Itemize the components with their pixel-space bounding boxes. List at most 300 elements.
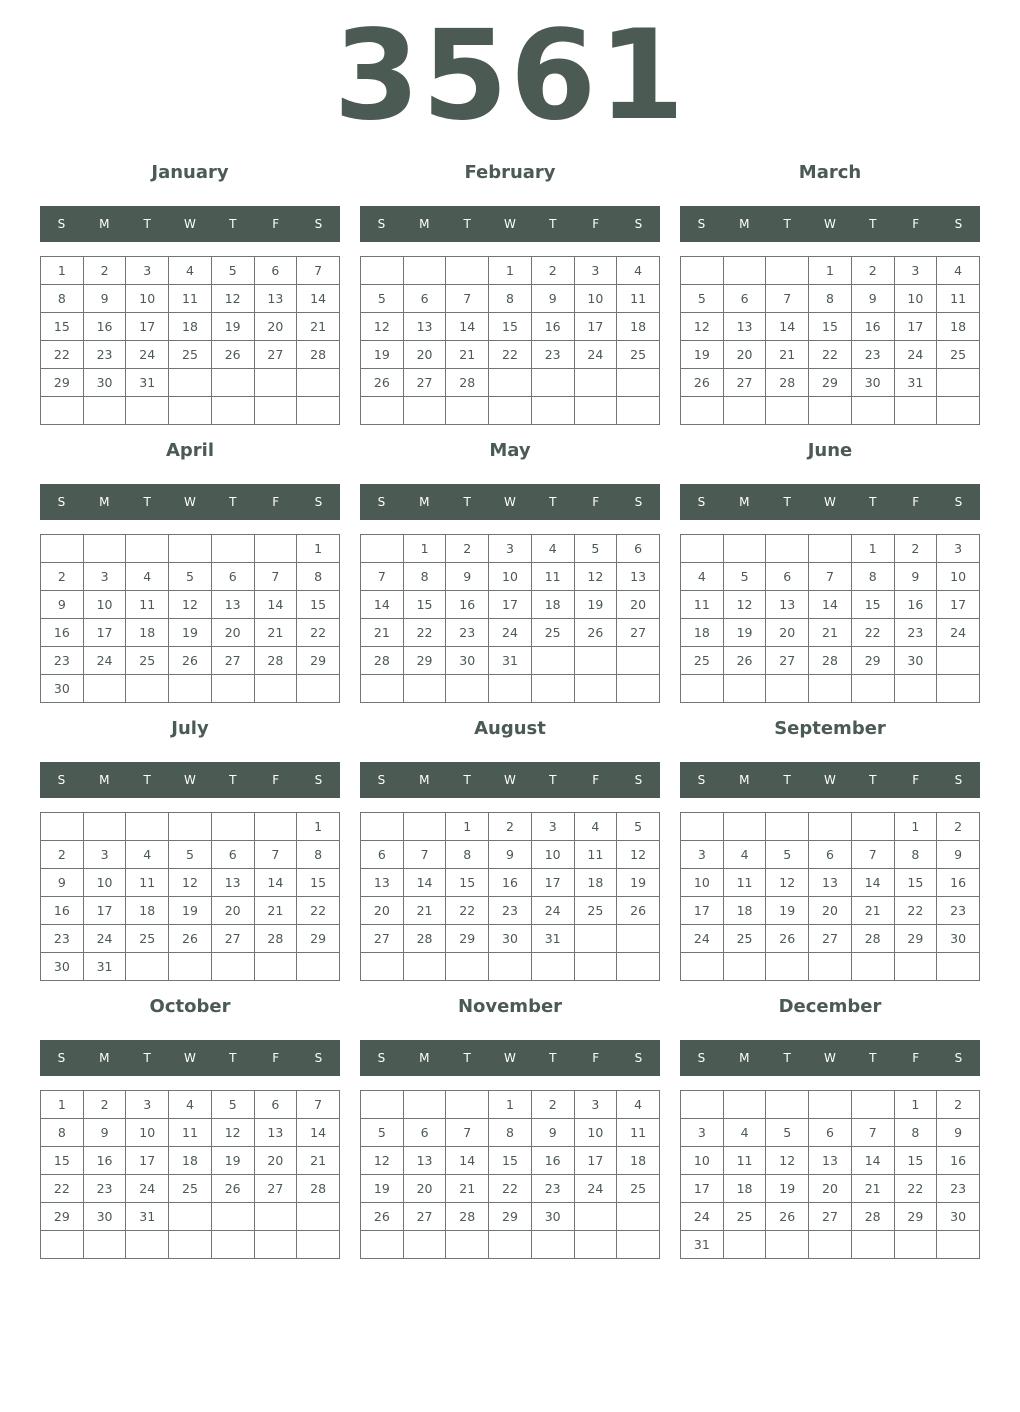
day-cell: 28 <box>361 647 404 675</box>
weekday-label: T <box>549 495 557 509</box>
day-cell: 18 <box>723 1175 766 1203</box>
empty-day-cell <box>446 953 489 981</box>
day-cell: 2 <box>41 841 84 869</box>
weekday-label: S <box>314 773 323 787</box>
day-cell: 15 <box>41 1147 84 1175</box>
day-cell: 15 <box>894 869 937 897</box>
day-cell: 3 <box>574 1091 617 1119</box>
week-row <box>41 647 340 675</box>
day-cell: 18 <box>723 897 766 925</box>
weekday-label: S <box>377 217 386 231</box>
week-row <box>681 675 980 703</box>
day-cell: 6 <box>254 1091 297 1119</box>
week-row <box>41 257 340 285</box>
day-cell: 26 <box>361 1203 404 1231</box>
day-grid <box>360 1090 660 1259</box>
day-cell: 13 <box>723 313 766 341</box>
week-row <box>361 897 660 925</box>
weekday-label: T <box>549 217 557 231</box>
day-cell: 9 <box>489 841 532 869</box>
day-cell: 8 <box>489 285 532 313</box>
day-cell: 18 <box>681 619 724 647</box>
week-row <box>41 925 340 953</box>
day-cell: 9 <box>851 285 894 313</box>
weekday-header <box>680 1040 980 1076</box>
week-row <box>681 1231 980 1259</box>
empty-day-cell <box>531 953 574 981</box>
day-cell: 2 <box>937 813 980 841</box>
weekday-label: W <box>504 495 516 509</box>
empty-day-cell <box>851 397 894 425</box>
day-cell: 21 <box>766 341 809 369</box>
week-row <box>361 341 660 369</box>
day-cell: 6 <box>361 841 404 869</box>
week-row <box>41 313 340 341</box>
weekday-header <box>680 762 980 798</box>
empty-day-cell <box>254 535 297 563</box>
week-row <box>361 675 660 703</box>
day-cell: 28 <box>254 925 297 953</box>
day-cell: 26 <box>169 647 212 675</box>
empty-day-cell <box>489 675 532 703</box>
week-row <box>361 1175 660 1203</box>
day-cell: 15 <box>851 591 894 619</box>
week-row <box>41 1147 340 1175</box>
empty-day-cell <box>446 397 489 425</box>
empty-day-cell <box>169 1231 212 1259</box>
day-cell: 5 <box>361 285 404 313</box>
empty-day-cell <box>766 535 809 563</box>
day-cell: 16 <box>489 869 532 897</box>
week-row <box>361 1091 660 1119</box>
month-title: May <box>489 440 531 461</box>
empty-day-cell <box>403 1091 446 1119</box>
day-cell: 26 <box>766 1203 809 1231</box>
day-cell: 24 <box>574 1175 617 1203</box>
empty-day-cell <box>489 1231 532 1259</box>
day-cell: 6 <box>617 535 660 563</box>
month-title: August <box>474 718 546 739</box>
week-row <box>41 535 340 563</box>
empty-day-cell <box>937 647 980 675</box>
day-cell: 20 <box>361 897 404 925</box>
day-cell: 21 <box>446 341 489 369</box>
week-row <box>361 257 660 285</box>
empty-day-cell <box>126 813 169 841</box>
weekday-label: S <box>314 495 323 509</box>
empty-day-cell <box>851 1091 894 1119</box>
empty-day-cell <box>617 675 660 703</box>
empty-day-cell <box>681 675 724 703</box>
day-cell: 25 <box>723 1203 766 1231</box>
empty-day-cell <box>531 675 574 703</box>
empty-day-cell <box>681 953 724 981</box>
day-cell: 30 <box>446 647 489 675</box>
day-cell: 26 <box>169 925 212 953</box>
day-cell: 17 <box>126 313 169 341</box>
weekday-header <box>360 484 660 520</box>
day-cell: 24 <box>894 341 937 369</box>
weekday-label: S <box>697 773 706 787</box>
day-cell: 5 <box>723 563 766 591</box>
day-cell: 2 <box>489 813 532 841</box>
empty-day-cell <box>297 675 340 703</box>
day-cell: 12 <box>169 591 212 619</box>
day-cell: 1 <box>894 813 937 841</box>
day-cell: 10 <box>681 869 724 897</box>
day-cell: 20 <box>254 1147 297 1175</box>
weekday-label: M <box>739 1051 750 1065</box>
month-title: February <box>464 162 556 183</box>
day-cell: 11 <box>937 285 980 313</box>
day-cell: 29 <box>446 925 489 953</box>
empty-day-cell <box>446 675 489 703</box>
day-cell: 25 <box>723 925 766 953</box>
empty-day-cell <box>361 953 404 981</box>
day-cell: 22 <box>446 897 489 925</box>
weekday-label: W <box>184 773 196 787</box>
day-cell: 8 <box>489 1119 532 1147</box>
weekday-label: M <box>99 495 110 509</box>
day-cell: 1 <box>851 535 894 563</box>
day-cell: 31 <box>894 369 937 397</box>
day-cell: 9 <box>83 1119 126 1147</box>
day-grid <box>40 1090 340 1259</box>
day-cell: 17 <box>489 591 532 619</box>
day-cell: 19 <box>766 1175 809 1203</box>
day-cell: 23 <box>446 619 489 647</box>
day-cell: 23 <box>41 925 84 953</box>
weekday-label: F <box>272 1051 280 1065</box>
empty-day-cell <box>766 813 809 841</box>
empty-day-cell <box>211 535 254 563</box>
day-cell: 7 <box>254 563 297 591</box>
day-cell: 20 <box>809 1175 852 1203</box>
day-cell: 13 <box>211 591 254 619</box>
day-cell: 7 <box>403 841 446 869</box>
week-row <box>361 619 660 647</box>
empty-day-cell <box>211 397 254 425</box>
weekday-label: T <box>549 1051 557 1065</box>
empty-day-cell <box>297 369 340 397</box>
day-cell: 17 <box>894 313 937 341</box>
empty-day-cell <box>617 1231 660 1259</box>
day-cell: 27 <box>211 925 254 953</box>
day-cell: 12 <box>723 591 766 619</box>
empty-day-cell <box>41 1231 84 1259</box>
empty-day-cell <box>403 1231 446 1259</box>
day-cell: 28 <box>851 925 894 953</box>
day-cell: 30 <box>41 953 84 981</box>
day-cell: 23 <box>937 1175 980 1203</box>
month-title: April <box>165 440 215 461</box>
week-row <box>41 1091 340 1119</box>
day-cell: 29 <box>297 647 340 675</box>
week-row <box>361 535 660 563</box>
day-cell: 9 <box>83 285 126 313</box>
day-cell: 10 <box>531 841 574 869</box>
weekday-label: S <box>314 217 323 231</box>
week-row <box>41 591 340 619</box>
day-cell: 11 <box>126 591 169 619</box>
week-row <box>361 397 660 425</box>
empty-day-cell <box>574 397 617 425</box>
empty-day-cell <box>254 1231 297 1259</box>
day-cell: 21 <box>254 619 297 647</box>
day-cell: 31 <box>83 953 126 981</box>
weekday-label: S <box>634 773 643 787</box>
month-title: November <box>457 996 563 1017</box>
day-cell: 19 <box>723 619 766 647</box>
day-cell: 31 <box>126 1203 169 1231</box>
day-cell: 22 <box>297 619 340 647</box>
week-row <box>41 953 340 981</box>
week-row <box>361 1147 660 1175</box>
day-cell: 14 <box>361 591 404 619</box>
day-cell: 29 <box>403 647 446 675</box>
weekday-label: T <box>869 1051 877 1065</box>
weekday-label: S <box>634 495 643 509</box>
empty-day-cell <box>361 535 404 563</box>
empty-day-cell <box>723 953 766 981</box>
empty-day-cell <box>531 397 574 425</box>
weekday-label: M <box>739 217 750 231</box>
day-cell: 18 <box>574 869 617 897</box>
weekday-label: F <box>912 217 920 231</box>
empty-day-cell <box>809 1231 852 1259</box>
weekday-label: T <box>463 1051 471 1065</box>
day-cell: 11 <box>723 1147 766 1175</box>
day-cell: 10 <box>83 591 126 619</box>
empty-day-cell <box>617 1203 660 1231</box>
week-row <box>361 841 660 869</box>
day-cell: 13 <box>809 869 852 897</box>
day-cell: 13 <box>254 285 297 313</box>
empty-day-cell <box>361 675 404 703</box>
empty-day-cell <box>681 1091 724 1119</box>
day-cell: 23 <box>937 897 980 925</box>
empty-day-cell <box>617 925 660 953</box>
day-cell: 1 <box>41 257 84 285</box>
day-cell: 3 <box>681 841 724 869</box>
weekday-label: T <box>549 773 557 787</box>
weekday-label: S <box>57 773 66 787</box>
day-cell: 3 <box>574 257 617 285</box>
day-cell: 14 <box>851 1147 894 1175</box>
week-row <box>681 897 980 925</box>
day-cell: 5 <box>211 1091 254 1119</box>
day-cell: 2 <box>83 1091 126 1119</box>
day-cell: 8 <box>297 563 340 591</box>
week-row <box>361 647 660 675</box>
day-cell: 10 <box>83 869 126 897</box>
weekday-label: T <box>869 773 877 787</box>
day-cell: 4 <box>617 1091 660 1119</box>
empty-day-cell <box>297 1203 340 1231</box>
weekday-label: F <box>592 773 600 787</box>
day-cell: 24 <box>489 619 532 647</box>
week-row <box>41 897 340 925</box>
day-cell: 1 <box>446 813 489 841</box>
weekday-label: T <box>143 495 151 509</box>
empty-day-cell <box>254 953 297 981</box>
empty-day-cell <box>809 675 852 703</box>
day-cell: 7 <box>297 257 340 285</box>
day-cell: 25 <box>681 647 724 675</box>
empty-day-cell <box>851 1231 894 1259</box>
empty-day-cell <box>681 813 724 841</box>
month-title: June <box>807 440 853 461</box>
day-cell: 10 <box>894 285 937 313</box>
day-cell: 7 <box>851 1119 894 1147</box>
day-cell: 16 <box>83 1147 126 1175</box>
weekday-label: T <box>783 773 791 787</box>
empty-day-cell <box>937 369 980 397</box>
day-cell: 19 <box>211 313 254 341</box>
weekday-header <box>360 1040 660 1076</box>
week-row <box>681 1175 980 1203</box>
day-cell: 4 <box>169 1091 212 1119</box>
weekday-label: M <box>419 1051 430 1065</box>
day-cell: 4 <box>169 257 212 285</box>
empty-day-cell <box>403 397 446 425</box>
day-cell: 22 <box>489 1175 532 1203</box>
day-cell: 1 <box>41 1091 84 1119</box>
day-cell: 8 <box>41 1119 84 1147</box>
empty-day-cell <box>361 1091 404 1119</box>
empty-day-cell <box>574 1231 617 1259</box>
day-cell: 12 <box>766 1147 809 1175</box>
weekday-label: F <box>912 773 920 787</box>
day-cell: 23 <box>531 1175 574 1203</box>
day-cell: 3 <box>531 813 574 841</box>
empty-day-cell <box>723 813 766 841</box>
weekday-label: F <box>592 1051 600 1065</box>
day-cell: 30 <box>83 369 126 397</box>
week-row <box>681 1091 980 1119</box>
day-cell: 5 <box>169 563 212 591</box>
day-cell: 24 <box>83 647 126 675</box>
day-cell: 26 <box>681 369 724 397</box>
day-cell: 24 <box>681 925 724 953</box>
day-cell: 2 <box>531 257 574 285</box>
day-cell: 11 <box>169 285 212 313</box>
day-cell: 23 <box>489 897 532 925</box>
week-row <box>681 953 980 981</box>
weekday-header <box>40 1040 340 1076</box>
weekday-label: F <box>912 1051 920 1065</box>
day-cell: 27 <box>403 369 446 397</box>
day-cell: 21 <box>297 313 340 341</box>
day-cell: 28 <box>809 647 852 675</box>
day-cell: 6 <box>254 257 297 285</box>
day-cell: 20 <box>403 1175 446 1203</box>
day-cell: 24 <box>937 619 980 647</box>
day-grid <box>680 534 980 703</box>
day-cell: 16 <box>446 591 489 619</box>
empty-day-cell <box>723 397 766 425</box>
week-row <box>681 1203 980 1231</box>
week-row <box>41 813 340 841</box>
week-row <box>41 1119 340 1147</box>
day-cell: 20 <box>211 897 254 925</box>
day-cell: 19 <box>169 619 212 647</box>
day-cell: 24 <box>574 341 617 369</box>
day-cell: 28 <box>766 369 809 397</box>
week-row <box>361 1119 660 1147</box>
day-cell: 12 <box>361 313 404 341</box>
day-cell: 30 <box>83 1203 126 1231</box>
day-cell: 14 <box>297 1119 340 1147</box>
day-cell: 26 <box>766 925 809 953</box>
day-cell: 18 <box>169 1147 212 1175</box>
day-cell: 17 <box>574 313 617 341</box>
day-cell: 10 <box>126 1119 169 1147</box>
weekday-label: S <box>697 217 706 231</box>
week-row <box>361 591 660 619</box>
day-cell: 14 <box>297 285 340 313</box>
day-cell: 12 <box>617 841 660 869</box>
day-cell: 10 <box>489 563 532 591</box>
day-cell: 19 <box>766 897 809 925</box>
weekday-label: T <box>229 217 237 231</box>
day-cell: 27 <box>723 369 766 397</box>
empty-day-cell <box>851 813 894 841</box>
weekday-header <box>680 206 980 242</box>
week-row <box>681 1147 980 1175</box>
day-cell: 31 <box>489 647 532 675</box>
empty-day-cell <box>254 813 297 841</box>
day-cell: 24 <box>126 1175 169 1203</box>
empty-day-cell <box>83 675 126 703</box>
day-cell: 14 <box>254 591 297 619</box>
weekday-label: T <box>783 1051 791 1065</box>
weekday-label: S <box>954 1051 963 1065</box>
day-cell: 30 <box>489 925 532 953</box>
week-row <box>361 313 660 341</box>
empty-day-cell <box>41 813 84 841</box>
empty-day-cell <box>574 1203 617 1231</box>
day-cell: 23 <box>83 341 126 369</box>
day-cell: 23 <box>894 619 937 647</box>
day-cell: 13 <box>617 563 660 591</box>
empty-day-cell <box>169 369 212 397</box>
day-cell: 13 <box>809 1147 852 1175</box>
day-cell: 1 <box>403 535 446 563</box>
empty-day-cell <box>446 1231 489 1259</box>
day-cell: 29 <box>297 925 340 953</box>
day-cell: 24 <box>126 341 169 369</box>
month-title: January <box>151 162 229 183</box>
day-cell: 7 <box>254 841 297 869</box>
day-cell: 19 <box>574 591 617 619</box>
day-cell: 5 <box>361 1119 404 1147</box>
empty-day-cell <box>809 813 852 841</box>
day-cell: 16 <box>531 313 574 341</box>
day-grid <box>680 1090 980 1259</box>
day-cell: 4 <box>723 841 766 869</box>
weekday-header <box>680 484 980 520</box>
day-cell: 17 <box>531 869 574 897</box>
day-cell: 3 <box>937 535 980 563</box>
empty-day-cell <box>126 397 169 425</box>
weekday-header <box>40 484 340 520</box>
day-cell: 17 <box>126 1147 169 1175</box>
empty-day-cell <box>723 1091 766 1119</box>
day-cell: 6 <box>211 563 254 591</box>
weekday-header <box>360 762 660 798</box>
day-cell: 16 <box>937 869 980 897</box>
